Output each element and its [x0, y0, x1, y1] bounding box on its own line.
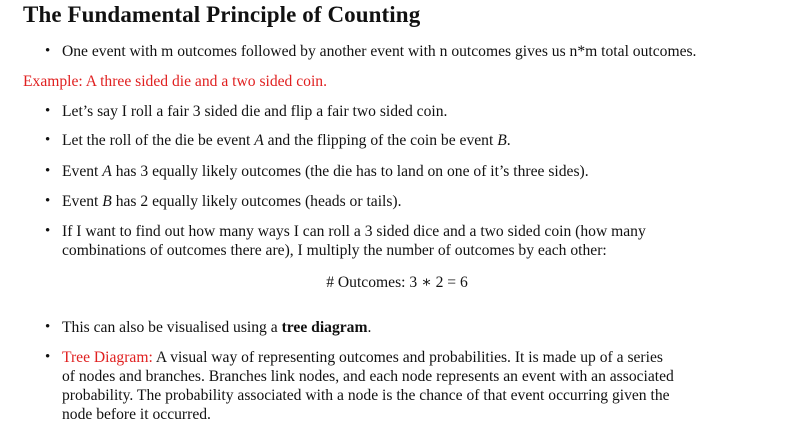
bullet-tree-definition-line2: of nodes and branches. Branches link nodes, and each node represents an event with an associated: [62, 368, 674, 385]
text-segment: has 3 equally likely outcomes (the die has to land on one of it’s three sides).: [111, 163, 589, 180]
example-heading: Example: A three sided die and a two sided coin.: [23, 73, 328, 90]
bullet-marker: •: [45, 349, 51, 365]
bullet-marker: •: [45, 43, 51, 59]
bullet-tree-definition-line3: probability. The probability associated with a node is the chance of that event occurring given the: [62, 387, 670, 404]
tree-diagram-term: tree diagram: [281, 319, 368, 336]
bullet-marker: •: [45, 132, 51, 148]
bullet-roll-die: Let’s say I roll a fair 3 sided die and flip a fair two sided coin.: [62, 103, 448, 120]
tree-diagram-label: Tree Diagram:: [62, 349, 153, 366]
math-variable-a: A: [102, 163, 112, 180]
bullet-tree-diagram-intro: [62, 318, 371, 338]
bullet-event-a-outcomes: [62, 162, 589, 182]
bullet-marker: •: [45, 103, 51, 119]
text-segment: Event: [62, 193, 103, 210]
math-variable-b: B: [497, 132, 507, 149]
text-segment: Event: [62, 163, 103, 180]
text-segment: has 2 equally likely outcomes (heads or tails).: [111, 193, 402, 210]
bullet-multiply-line1: If I want to find out how many ways I can roll a 3 sided dice and a two sided coin (how many: [62, 223, 646, 240]
text-segment: This can also be visualised using a: [62, 319, 282, 336]
bullet-tree-definition-line1: [62, 348, 663, 368]
outcomes-equation: # Outcomes: 3 ∗ 2 = 6: [326, 274, 468, 291]
bullet-marker: •: [45, 319, 51, 335]
bullet-marker: •: [45, 163, 51, 179]
page-title: The Fundamental Principle of Counting: [23, 2, 421, 27]
text-segment: .: [506, 132, 511, 149]
bullet-marker: •: [45, 223, 51, 239]
bullet-event-b-outcomes: [62, 192, 402, 212]
bullet-tree-definition-line4: node before it occurred.: [62, 406, 211, 423]
text-segment: Let the roll of the die be event: [62, 132, 255, 149]
bullet-multiply-line2: combinations of outcomes there are), I multiply the number of outcomes by each other:: [62, 242, 607, 259]
bullet-marker: •: [45, 193, 51, 209]
math-variable-a: A: [254, 132, 264, 149]
math-variable-b: B: [102, 193, 112, 210]
intro-bullet-text: One event with m outcomes followed by another event with n outcomes gives us n*m total outcomes.: [62, 43, 697, 60]
bullet-define-events: [62, 131, 511, 151]
text-segment: A visual way of representing outcomes and probabilities. It is made up of a series: [152, 349, 663, 366]
text-segment: .: [367, 319, 372, 336]
text-segment: and the flipping of the coin be event: [263, 132, 498, 149]
